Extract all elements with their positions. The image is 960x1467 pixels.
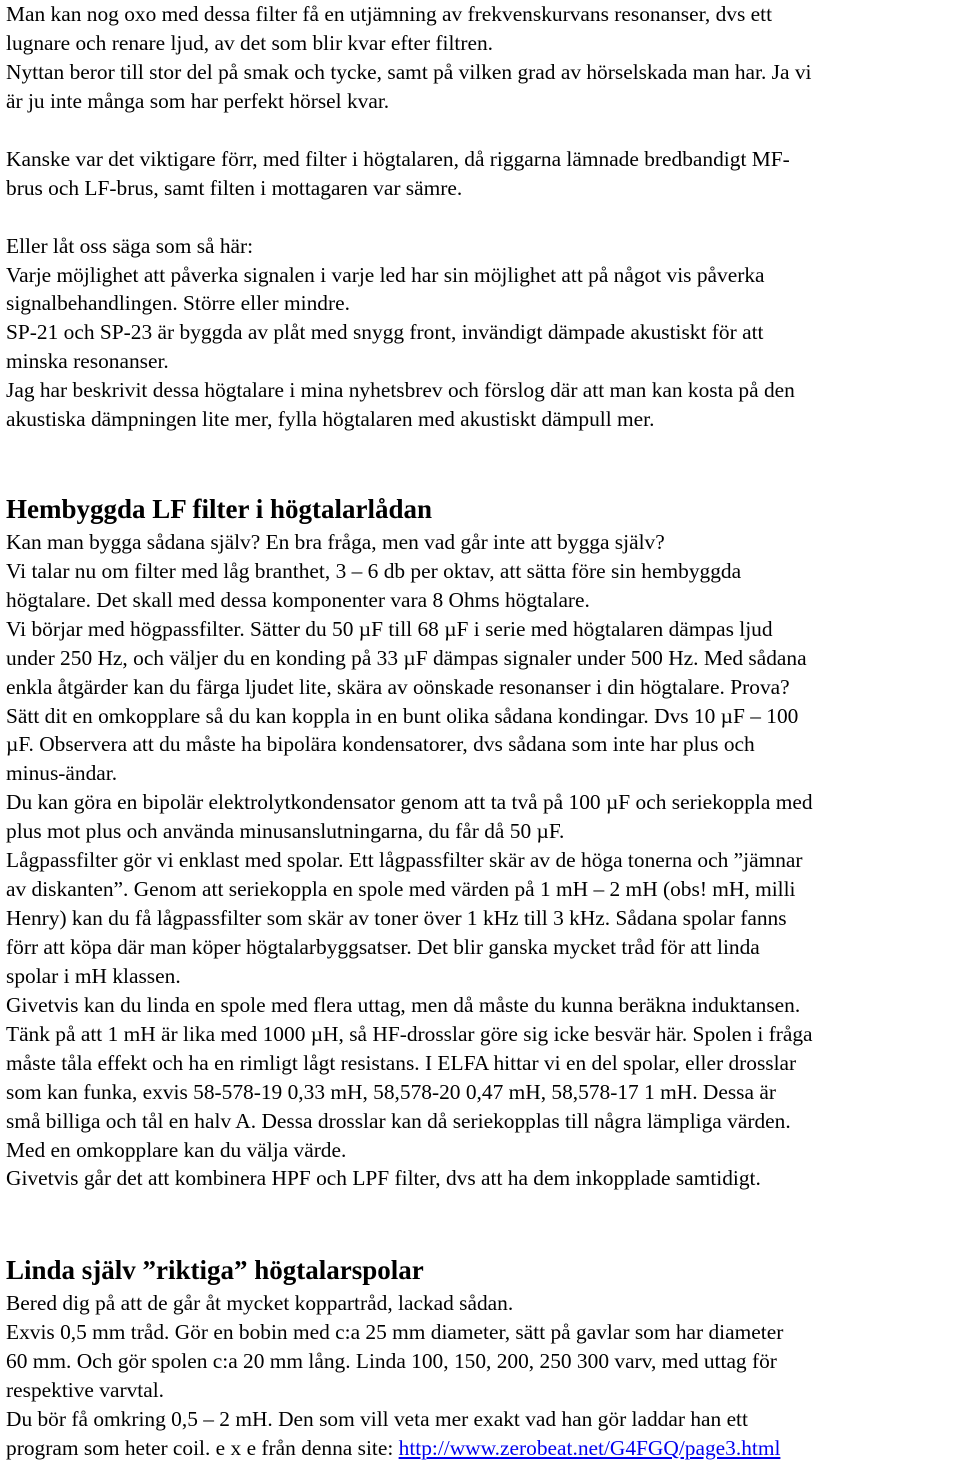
paragraph-line: Henry) kan du få lågpassfilter som skär av toner över 1 kHz till 3 kHz. Sådana spolar fanns	[6, 906, 787, 930]
paragraph-line: minus-ändar.	[6, 761, 118, 785]
paragraph-line: av diskanten”. Genom att seriekoppla en spole med värden på 1 mH – 2 mH (obs! mH, milli	[6, 877, 796, 901]
paragraph-line: Man kan nog oxo med dessa filter få en utjämning av frekvenskurvans resonanser, dvs ett	[6, 2, 773, 26]
paragraph-line: minska resonanser.	[6, 349, 169, 373]
paragraph-line: under 250 Hz, och väljer du en konding på 33 µF dämpas signaler under 500 Hz. Med sådana	[6, 646, 807, 670]
paragraph-line: enkla åtgärder kan du färga ljudet lite, skära av oönskade resonanser i din högtalare. Prova?	[6, 675, 790, 699]
paragraph-line: Exvis 0,5 mm tråd. Gör en bobin med c:a 25 mm diameter, sätt på gavlar som har diameter	[6, 1320, 784, 1344]
paragraph-line: Med en omkopplare kan du välja värde.	[6, 1138, 347, 1162]
paragraph-line: Nyttan beror till stor del på smak och tycke, samt på vilken grad av hörselskada man har. Ja vi	[6, 60, 812, 84]
paragraph-line: som kan funka, exvis 58-578-19 0,33 mH, 58,578-20 0,47 mH, 58,578-17 1 mH. Dessa är	[6, 1080, 776, 1104]
paragraph-line: är ju inte många som har perfekt hörsel kvar.	[6, 89, 390, 113]
paragraph-text: program som heter coil. e x e från denna site:	[6, 1436, 399, 1460]
paragraph-line: Tänk på att 1 mH är lika med 1000 µH, så HF-drosslar göre sig icke besvär här. Spolen i fråga	[6, 1022, 813, 1046]
paragraph-line: Bered dig på att de går åt mycket koppartråd, lackad sådan.	[6, 1291, 514, 1315]
paragraph-line: SP-21 och SP-23 är byggda av plåt med snygg front, invändigt dämpade akustiskt för att	[6, 320, 764, 344]
paragraph-line: Sätt dit en omkopplare så du kan koppla in en bunt olika sådana kondingar. Dvs 10 µF – 100	[6, 704, 799, 728]
paragraph-line: spolar i mH klassen.	[6, 964, 181, 988]
paragraph-line: Kanske var det viktigare förr, med filter i högtalaren, då riggarna lämnade bredbandigt MF-	[6, 147, 790, 171]
paragraph-line: 60 mm. Och gör spolen c:a 20 mm lång. Linda 100, 150, 200, 250 300 varv, med uttag för	[6, 1349, 777, 1373]
paragraph-line: Du bör få omkring 0,5 – 2 mH. Den som vill veta mer exakt vad han gör laddar han ett	[6, 1407, 748, 1431]
paragraph-line: Givetvis kan du linda en spole med flera uttag, men då måste du kunna beräkna induktansen.	[6, 993, 801, 1017]
paragraph-line: brus och LF-brus, samt filten i mottagaren var sämre.	[6, 176, 463, 200]
paragraph-line-with-link	[6, 1434, 780, 1462]
paragraph-line: Eller låt oss säga som så här:	[6, 234, 254, 258]
paragraph-line: små billiga och tål en halv A. Dessa drosslar kan då seriekopplas till några lämpliga värden.	[6, 1109, 791, 1133]
zerobeat-link[interactable]: http://www.zerobeat.net/G4FGQ/page3.html	[398, 1436, 781, 1460]
paragraph-line: förr att köpa där man köper högtalarbyggsatser. Det blir ganska mycket tråd för att linda	[6, 935, 760, 959]
section-heading: Hembyggda LF filter i högtalarlådan	[6, 494, 433, 524]
paragraph-line: signalbehandlingen. Större eller mindre.	[6, 291, 350, 315]
paragraph-line: plus mot plus och använda minusanslutningarna, du får då 50 µF.	[6, 819, 565, 843]
paragraph-line: Lågpassfilter gör vi enklast med spolar. Ett lågpassfilter skär av de höga tonerna och ”jämnar	[6, 848, 803, 872]
paragraph-line: lugnare och renare ljud, av det som blir kvar efter filtren.	[6, 31, 494, 55]
paragraph-line: Du kan göra en bipolär elektrolytkondensator genom att ta två på 100 µF och seriekoppla med	[6, 790, 813, 814]
paragraph-line: Givetvis går det att kombinera HPF och LPF filter, dvs att ha dem inkopplade samtidigt.	[6, 1166, 761, 1190]
paragraph-line: högtalare. Det skall med dessa komponenter vara 8 Ohms högtalare.	[6, 588, 590, 612]
paragraph-line: µF. Observera att du måste ha bipolära kondensatorer, dvs sådana som inte har plus och	[6, 732, 755, 756]
section-heading: Linda själv ”riktiga” högtalarspolar	[6, 1255, 424, 1285]
paragraph-line: Kan man bygga sådana själv? En bra fråga, men vad går inte att bygga själv?	[6, 530, 665, 554]
paragraph-line: akustiska dämpningen lite mer, fylla högtalaren med akustiskt dämpull mer.	[6, 407, 655, 431]
paragraph-line: Varje möjlighet att påverka signalen i varje led har sin möjlighet att på något vis påverka	[6, 263, 765, 287]
paragraph-line: Jag har beskrivit dessa högtalare i mina nyhetsbrev och förslog där att man kan kosta på den	[6, 378, 795, 402]
paragraph-line: Vi talar nu om filter med låg branthet, 3 – 6 db per oktav, att sätta före sin hembyggda	[6, 559, 742, 583]
paragraph-line: respektive varvtal.	[6, 1378, 164, 1402]
paragraph-line: Vi börjar med högpassfilter. Sätter du 50 µF till 68 µF i serie med högtalaren dämpas ljud	[6, 617, 773, 641]
paragraph-line: måste tåla effekt och ha en rimligt lågt resistans. I ELFA hittar vi en del spolar, eller drosslar	[6, 1051, 797, 1075]
